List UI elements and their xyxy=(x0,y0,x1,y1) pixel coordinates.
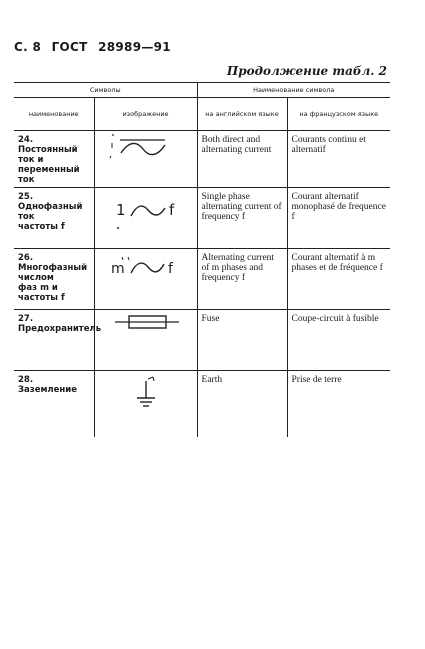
row-name: Однофазный ток частоты f xyxy=(18,202,83,232)
french-name: Coupe-circuit à fusible xyxy=(287,310,390,371)
table-row xyxy=(14,188,390,249)
french-name: Courant alternatif à m phases et de fréquence f xyxy=(287,249,390,310)
header-symbol-names: Наименование символа xyxy=(197,83,390,98)
row-name: Многофазный числом фаз m и частоты f xyxy=(18,263,88,303)
page-header xyxy=(14,40,177,54)
english-name: Alternating current of m phases and frequency f xyxy=(197,249,287,310)
row-number: 28. xyxy=(18,375,34,385)
header-english: на английском языке xyxy=(197,98,287,131)
table-row xyxy=(14,131,390,188)
table-row xyxy=(14,371,390,438)
phase-count-label: m xyxy=(110,261,125,277)
phase-count-label: 1 xyxy=(115,201,126,219)
multi-phase-icon xyxy=(95,249,198,303)
fuse-icon xyxy=(95,310,198,364)
frequency-label: f xyxy=(168,201,174,219)
symbols-table xyxy=(14,82,390,480)
header-symbols: Символы xyxy=(14,83,197,98)
table-row xyxy=(14,249,390,310)
table-row xyxy=(14,310,390,371)
frequency-label: f xyxy=(167,261,173,277)
header-name: наименование xyxy=(14,98,94,131)
single-phase-icon xyxy=(95,188,198,242)
header-french: на французском языке xyxy=(287,98,390,131)
earth-icon xyxy=(95,371,198,431)
english-name: Earth xyxy=(197,371,287,438)
row-number: 26. xyxy=(18,253,34,263)
row-number: 24. xyxy=(18,135,34,145)
header-image: изображение xyxy=(94,98,197,131)
standard-number: 28989—91 xyxy=(98,40,171,54)
page-number: С. 8 xyxy=(14,40,42,54)
english-name: Single phase alternating current of frequency f xyxy=(197,188,287,249)
standard-label: ГОСТ xyxy=(51,40,88,54)
french-name: Courant alternatif monophasé de frequence f xyxy=(287,188,390,249)
english-name: Both direct and alternating current xyxy=(197,131,287,188)
row-number: 25. xyxy=(18,192,34,202)
row-name: Предохранитель xyxy=(18,324,102,334)
ac-dc-wave-icon xyxy=(95,131,198,181)
table-continuation: Продолжение табл. 2 xyxy=(226,64,387,78)
english-name: Fuse xyxy=(197,310,287,371)
row-number: 27. xyxy=(18,314,34,324)
row-name: Заземление xyxy=(18,385,78,395)
french-name: Courants continu et alternatif xyxy=(287,131,390,188)
row-name: Постоянный ток и переменный ток xyxy=(18,145,80,185)
french-name: Prise de terre xyxy=(291,375,342,385)
